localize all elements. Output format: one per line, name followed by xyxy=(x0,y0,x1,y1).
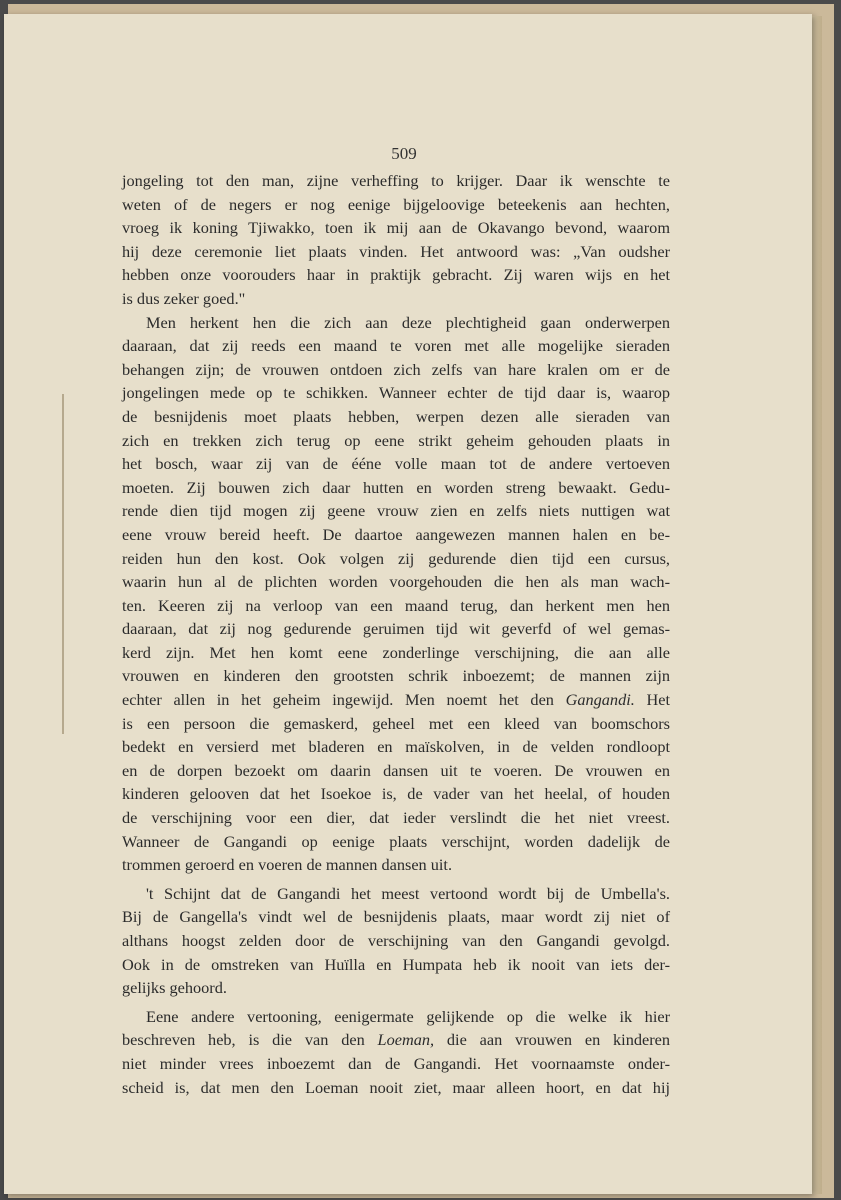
paragraph-4 xyxy=(122,1005,670,1099)
text-line: moeten. Zij bouwen zich daar hutten en worden streng bewaakt. Gedu- xyxy=(122,477,670,497)
text-line-with-italic xyxy=(122,688,670,712)
body-text xyxy=(122,169,670,1099)
text-line: is dus zeker goed." xyxy=(122,288,246,308)
text-line: is een persoon die gemaskerd, geheel met een kleed van boomschors xyxy=(122,713,670,733)
text-line: en de dorpen bezoekt om daarin dansen uit te voeren. De vrouwen en xyxy=(122,760,670,780)
text-line: eene vrouw bereid heeft. De daartoe aangewezen mannen halen en be- xyxy=(122,524,670,544)
text-line: hij deze ceremonie liet plaats vinden. Het antwoord was: „Van oudsher xyxy=(122,241,670,261)
text-run: beschreven heb, is die van den xyxy=(122,1030,378,1050)
text-line: daaraan, dat zij reeds een maand te voren met alle mogelijke sieraden xyxy=(122,336,670,356)
text-line: rende dien tijd mogen zij geene vrouw zien en zelfs niets nuttigen wat xyxy=(122,501,670,521)
paragraph-3 xyxy=(122,882,670,1000)
text-line: de besnijdenis moet plaats hebben, werpen dezen alle sieraden van xyxy=(122,406,670,426)
text-line: waarin hun al de plichten worden voorgehouden die hen als man wach- xyxy=(122,572,670,592)
text-line: scheid is, dat men den Loeman nooit ziet, maar alleen hoort, en dat hij xyxy=(122,1077,670,1097)
text-line: behangen zijn; de vrouwen ontdoen zich zelfs van hare kralen om er de xyxy=(122,359,670,379)
italic-term: Gangandi. xyxy=(565,690,635,710)
text-line: vrouwen en kinderen den grootsten schrik inboezemt; de mannen zijn xyxy=(122,666,670,686)
text-line: bedekt en versierd met bladeren en maïskolven, in de velden rondloopt xyxy=(122,737,670,757)
text-line: Eene andere vertooning, eenigermate gelijkende op die welke ik hier xyxy=(146,1006,670,1026)
text-line: Ook in de omstreken van Huïlla en Humpata heb ik nooit van iets der- xyxy=(122,954,670,974)
text-line: althans hoogst zelden door de verschijning van den Gangandi gevolgd. xyxy=(122,931,670,950)
text-line: jongeling tot den man, zijne verheffing to krijger. Daar ik wenschte te xyxy=(122,171,670,190)
text-line: zich en trekken zich terug op eene strikt geheim gehouden plaats in xyxy=(122,430,670,450)
text-run: echter allen in het geheim ingewijd. Men noemt het den xyxy=(122,690,566,710)
text-line: vroeg ik koning Tjiwakko, toen ik mij aan de Okavango bevond, waarom xyxy=(122,218,670,238)
text-line: trommen geroerd en voeren de mannen dansen uit. xyxy=(122,855,453,875)
page-number: 509 xyxy=(391,144,417,163)
text-line: kerd zijn. Met hen komt eene zonderlinge verschijning, die aan alle xyxy=(122,642,670,662)
text-line: het bosch, waar zij van de ééne volle maan tot de andere vertoeven xyxy=(122,454,670,474)
text-line: Bij de Gangella's vindt wel de besnijdenis plaats, maar wordt zij niet of xyxy=(122,907,670,927)
book-page xyxy=(4,14,812,1194)
text-line: weten of de negers er nog eenige bijgeloovige beteekenis aan hechten, xyxy=(122,194,670,214)
text-line: reiden hun den kost. Ook volgen zij gedurende dien tijd een cursus, xyxy=(122,548,670,568)
text-line: Men herkent hen die zich aan deze plechtigheid gaan onderwerpen xyxy=(146,312,670,332)
text-line: jongelingen mede op te schikken. Wanneer echter de tijd daar is, waarop xyxy=(122,383,670,403)
text-line: de verschijning voor een dier, dat ieder verslindt die het niet vreest. xyxy=(122,808,670,828)
text-line: ten. Keeren zij na verloop van een maand terug, dan herkent men hen xyxy=(122,595,670,615)
text-line: kinderen gelooven dat het Isoekoe is, de vader van het heelal, of houden xyxy=(122,784,670,804)
text-run: Het xyxy=(634,690,670,710)
text-run: die aan vrouwen en kinderen xyxy=(434,1030,670,1050)
italic-term: Loeman, xyxy=(377,1030,435,1050)
text-line: daaraan, dat zij nog gedurende geruimen tijd wit geverfd of wel gemas- xyxy=(122,619,670,639)
text-line: hebben onze voorouders haar in praktijk gebracht. Zij waren wijs en het xyxy=(122,265,670,285)
paragraph-2 xyxy=(122,311,670,877)
text-line: 't Schijnt dat de Gangandi het meest vertoond wordt bij de Umbella's. xyxy=(146,883,670,903)
text-line: niet minder vrees inboezemt dan de Gangandi. Het voornaamste onder- xyxy=(122,1053,670,1073)
text-line: gelijks gehoord. xyxy=(122,978,227,998)
text-line-with-italic xyxy=(122,1028,670,1052)
margin-mark xyxy=(62,394,64,734)
text-line: Wanneer de Gangandi op eenige plaats verschijnt, worden dadelijk de xyxy=(122,831,670,851)
paragraph-1 xyxy=(122,169,670,311)
